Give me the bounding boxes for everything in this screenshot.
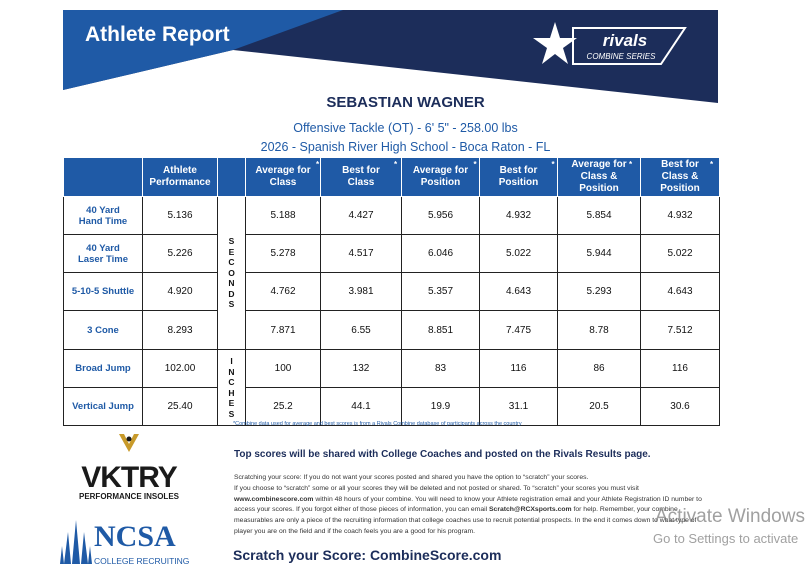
- vktry-logo: [64, 432, 194, 501]
- table-cell: 5.278: [246, 235, 321, 273]
- table-cell: 6.046: [402, 235, 480, 273]
- row-label-text: 40 Yard Laser Time: [78, 242, 128, 265]
- unit-letter: E: [228, 398, 235, 408]
- table-cell: 5.293: [558, 273, 641, 311]
- column-header-label: Best for Position: [498, 165, 539, 188]
- unit-letter: I: [230, 356, 233, 366]
- column-header: [558, 158, 641, 197]
- vktry-emblem-icon: [117, 432, 141, 456]
- unit-letter: N: [228, 366, 235, 377]
- table-cell: 4.762: [246, 273, 321, 311]
- column-header: [218, 158, 246, 197]
- email-link[interactable]: Scratch@RCXsports.com: [489, 506, 572, 514]
- scratch-p2a: If you choose to “scratch” some or all your scores they will be deleted and not posted or shared. To “scratch” your scores you must visit: [234, 484, 639, 492]
- table-cell: 19.9: [402, 388, 480, 426]
- scratch-p1: Scratching your score: If you do not want your scores posted and shared you have the option to “scratch” your scores.: [234, 474, 589, 481]
- athlete-name: SEBASTIAN WAGNER: [326, 94, 485, 111]
- table-cell: 6.55: [321, 311, 402, 350]
- table-row: [64, 350, 720, 388]
- column-header-label: Best for Class: [342, 165, 380, 188]
- athlete-position-line: Offensive Tackle (OT) - 6' 5" - 258.00 lbs: [293, 121, 518, 135]
- table-row: [64, 388, 720, 426]
- unit-letter: O: [228, 267, 235, 278]
- asterisk: *: [629, 160, 633, 169]
- table-cell: 8.78: [558, 311, 641, 350]
- unit-letter: N: [228, 278, 235, 289]
- scratch-p2b: within 48 hours of your combine. You will need to know your Athlete registration email and your Athlete Registration ID number to access your scores. If you forgot either of those pieces of information, you can email: [234, 495, 702, 514]
- unit-letter: C: [228, 377, 235, 387]
- unit-letter: S: [228, 408, 235, 419]
- column-header-label: Average for Position: [412, 165, 469, 188]
- column-header-label: Best for Class & Position: [660, 159, 700, 194]
- column-header: [480, 158, 558, 197]
- table-cell: 5.022: [480, 235, 558, 273]
- column-header: [641, 158, 720, 197]
- table-cell: 4.920: [143, 273, 218, 311]
- table-cell: 5.944: [558, 235, 641, 273]
- report-title: Athlete Report: [85, 23, 230, 46]
- table-cell: 132: [321, 350, 402, 388]
- column-header: [321, 158, 402, 197]
- unit-letter: E: [228, 246, 235, 257]
- svg-text:rivals: rivals: [602, 31, 648, 50]
- table-cell: 4.932: [480, 197, 558, 235]
- results-table: [63, 157, 720, 426]
- athlete-school-line: 2026 - Spanish River High School - Boca Raton - FL: [260, 140, 551, 154]
- svg-text:COMBINE SERIES: COMBINE SERIES: [586, 52, 656, 61]
- scratch-p2c: for help. Remember, your combine measurables are only a piece of the recruiting information that college coaches use to recruit potential prospects. In the end it comes down to what type of player you are on the field and if the coach feels you are a good for his program.: [234, 506, 697, 535]
- unit-letter: D: [228, 288, 235, 299]
- unit-inches: [218, 350, 246, 426]
- table-cell: 7.512: [641, 311, 720, 350]
- row-label-text: 5-10-5 Shuttle: [71, 286, 135, 297]
- row-label: [64, 273, 143, 311]
- row-label: [64, 197, 143, 235]
- table-cell: 4.427: [321, 197, 402, 235]
- ncsa-sub: COLLEGE RECRUITING: [94, 556, 190, 566]
- table-cell: 4.932: [641, 197, 720, 235]
- table-cell: 4.643: [480, 273, 558, 311]
- column-header: [64, 158, 143, 197]
- asterisk: *: [316, 160, 320, 169]
- table-cell: 8.293: [143, 311, 218, 350]
- unit-letter: C: [228, 257, 235, 268]
- ncsa-logo: [60, 520, 190, 569]
- table-cell: 102.00: [143, 350, 218, 388]
- column-header-label: Average for Class: [255, 165, 311, 188]
- column-header-label: Athlete Performance: [149, 165, 211, 188]
- table-cell: 30.6: [641, 388, 720, 426]
- table-cell: 5.022: [641, 235, 720, 273]
- row-label: [64, 235, 143, 273]
- ncsa-emblem-icon: [60, 520, 92, 564]
- vktry-sub: PERFORMANCE INSOLES: [78, 492, 179, 501]
- column-header: [246, 158, 321, 197]
- table-cell: 83: [402, 350, 480, 388]
- unit-letter: S: [228, 236, 235, 247]
- footnote: *Combine data used for average and best scores is from a Rivals Combine database of participants across the country: [233, 421, 522, 427]
- table-cell: 4.643: [641, 273, 720, 311]
- column-header-label: Average for Class & Position: [571, 159, 627, 194]
- table-cell: 7.871: [246, 311, 321, 350]
- unit-letter: S: [228, 299, 235, 310]
- table-cell: 116: [641, 350, 720, 388]
- row-label-text: Vertical Jump: [72, 401, 134, 412]
- table-cell: 4.517: [321, 235, 402, 273]
- row-label: [64, 350, 143, 388]
- combinescore-link[interactable]: www.combinescore.com: [234, 495, 314, 503]
- table-row: [64, 235, 720, 273]
- top-scores-heading: Top scores will be shared with College Coaches and posted on the Rivals Results page.: [234, 449, 651, 460]
- rivals-logo: [533, 20, 693, 72]
- ncsa-text: NCSA: [94, 520, 176, 553]
- column-header: [402, 158, 480, 197]
- row-label: [64, 311, 143, 350]
- scratch-your-score: Scratch your Score: CombineScore.com: [233, 547, 502, 563]
- table-cell: 86: [558, 350, 641, 388]
- table-row: [64, 311, 720, 350]
- row-label-text: 40 Yard Hand Time: [78, 204, 128, 227]
- table-cell: 25.40: [143, 388, 218, 426]
- table-cell: 25.2: [246, 388, 321, 426]
- table-cell: 5.854: [558, 197, 641, 235]
- table-cell: 44.1: [321, 388, 402, 426]
- table-cell: 5.188: [246, 197, 321, 235]
- windows-watermark: Activate Windows: [655, 506, 805, 527]
- table-cell: 5.956: [402, 197, 480, 235]
- scratch-info: [234, 473, 714, 538]
- row-label-text: Broad Jump: [75, 363, 131, 374]
- table-cell: 5.226: [143, 235, 218, 273]
- row-label: [64, 388, 143, 426]
- table-row: [64, 197, 720, 235]
- row-label-text: 3 Cone: [87, 324, 119, 336]
- asterisk: *: [394, 160, 398, 169]
- column-header: [143, 158, 218, 197]
- asterisk: *: [710, 160, 714, 169]
- vktry-text: VKTRY: [81, 461, 177, 494]
- table-cell: 100: [246, 350, 321, 388]
- table-cell: 5.357: [402, 273, 480, 311]
- table-row: [64, 273, 720, 311]
- table-cell: 31.1: [480, 388, 558, 426]
- windows-watermark-sub: Go to Settings to activate: [653, 531, 799, 546]
- asterisk: *: [473, 160, 477, 169]
- unit-seconds: [218, 197, 246, 350]
- asterisk: *: [551, 160, 555, 169]
- table-cell: 5.136: [143, 197, 218, 235]
- table-cell: 3.981: [321, 273, 402, 311]
- unit-letter: H: [228, 387, 235, 398]
- table-cell: 8.851: [402, 311, 480, 350]
- table-cell: 7.475: [480, 311, 558, 350]
- table-cell: 20.5: [558, 388, 641, 426]
- table-cell: 116: [480, 350, 558, 388]
